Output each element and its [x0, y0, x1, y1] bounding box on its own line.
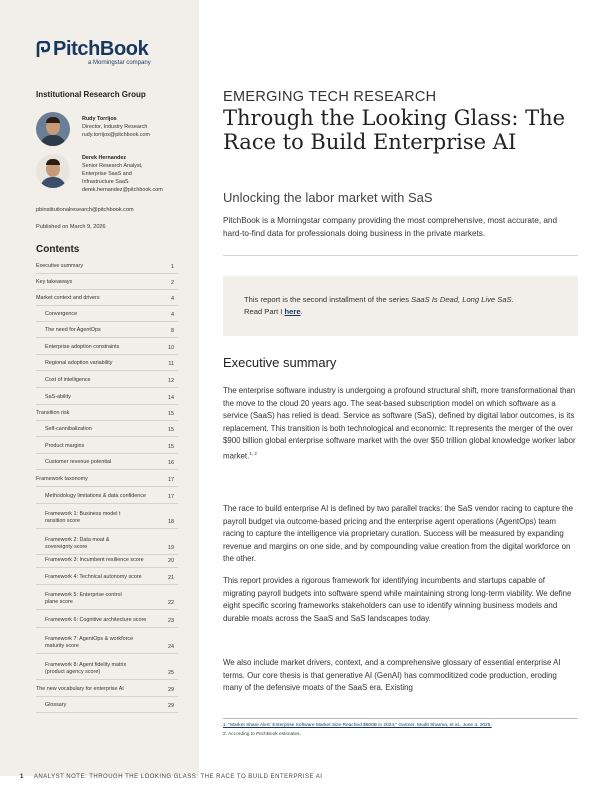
- section-title: Executive summary: [223, 355, 337, 370]
- toc-item-page: 15: [168, 444, 174, 450]
- toc-item-page: 11: [168, 361, 174, 367]
- toc-item-label: Key takeaways: [36, 279, 73, 285]
- paragraph-text: The enterprise software industry is undergoing a profound structural shift, more transformational than the move to the cloud 20 years ago. The seat-based subscription model on which software as a service (SaaS) has relied is dead. Service as software (SaS), defined by digital labor outcomes, is its replacement. This transition is both technological and economic: It represents the merger of the over $900 billion global enterprise software market with the over $50 trillion global knowledge worker labor market.: [223, 386, 576, 461]
- author-name: Rudy Torrijos: [82, 116, 117, 122]
- toc-item-label: The need for AgentOps: [45, 327, 101, 333]
- toc-item[interactable]: [36, 405, 178, 421]
- toc-item-page: 4: [171, 296, 174, 302]
- callout-text: This report is the second installment of the series: [244, 295, 412, 304]
- toc-item-label: Convergence: [45, 311, 78, 317]
- toc-item[interactable]: [36, 681, 178, 697]
- toc-item[interactable]: [36, 629, 178, 654]
- toc-item[interactable]: [36, 290, 178, 306]
- toc-item-label: Framework 1: Business model t ransition score: [45, 511, 121, 524]
- paragraph: [223, 385, 578, 463]
- toc-item-label: Customer revenue potential: [45, 459, 112, 465]
- toc-item-label: Framework taxonomy: [36, 476, 88, 482]
- toc-item[interactable]: [36, 372, 178, 388]
- toc-item-label: Framework 6: Cognitive architecture score: [45, 617, 147, 623]
- toc-item[interactable]: [36, 488, 178, 504]
- footnote-marker[interactable]: 1, 2: [249, 450, 257, 456]
- toc-item[interactable]: [36, 655, 178, 680]
- page-number: 1: [20, 774, 24, 780]
- toc-item-label: Enterprise adoption constraints: [45, 344, 120, 350]
- toc-item-label: Market context and drivers: [36, 295, 100, 301]
- toc-item-label: Cost of intelligence: [45, 377, 91, 383]
- group-email[interactable]: pbinstitutionalresearch@pitchbook.com: [36, 207, 134, 213]
- toc-item-label: Methodology limitations & data confidence: [45, 493, 146, 499]
- toc-item-label: Framework 3: Incumbent resilience score: [45, 557, 144, 563]
- paragraph: This report provides a rigorous framework for identifying incumbents and startups capable of migrating payroll budgets into software spend while maintaining strong long-term viability. We define eight specific scoring frameworks stakeholders can use to identify winning business models and durable moats across the SaaS and SaS landscapes today.: [223, 576, 572, 623]
- contents-title: Contents: [36, 244, 80, 255]
- intro-text: PitchBook is a Morningstar company providing the most comprehensive, most accurate, and hard-to-find data for professionals doing business in the private markets.: [223, 216, 558, 238]
- toc-item-page: 10: [168, 345, 174, 351]
- report-title: Through the Looking Glass: The Race to Build Enterprise AI: [223, 106, 566, 154]
- toc-item[interactable]: [36, 274, 178, 290]
- footnote-divider: [223, 718, 578, 719]
- toc-item-page: 8: [171, 328, 174, 334]
- toc-item-page: 2: [171, 280, 174, 286]
- toc-item[interactable]: [36, 552, 178, 568]
- toc-item-label: SaS-ability: [45, 394, 71, 400]
- toc-item[interactable]: [36, 421, 178, 437]
- toc-item-page: 29: [168, 687, 174, 693]
- toc-item-page: 22: [168, 600, 174, 606]
- toc-item[interactable]: [36, 504, 178, 529]
- author-card: [36, 154, 163, 194]
- callout-text: .: [511, 295, 514, 304]
- footer-text: ANALYST NOTE: THROUGH THE LOOKING GLASS: THE RACE TO BUILD ENTERPRISE AI: [33, 774, 323, 780]
- toc-item-label: Executive summary: [36, 263, 84, 269]
- toc-item-page: 17: [168, 477, 174, 483]
- toc-item[interactable]: [36, 258, 178, 274]
- toc-item-page: 19: [168, 545, 174, 551]
- author-card: [36, 112, 150, 146]
- avatar: [36, 154, 70, 188]
- toc-item[interactable]: [36, 322, 178, 338]
- published-date: Published on March 9, 2026: [36, 224, 106, 230]
- author-title: Infrastructure SaaS: [82, 179, 129, 185]
- toc-item-label: The new vocabulary for enterprise AI: [36, 686, 124, 692]
- toc-item[interactable]: [36, 585, 178, 610]
- author-title: Director, Industry Research: [82, 124, 148, 130]
- footnote: [223, 723, 492, 728]
- group-title: Institutional Research Group: [36, 90, 146, 99]
- toc-item[interactable]: [36, 306, 178, 322]
- author-name: Derek Hernandez: [82, 155, 127, 161]
- toc-item-page: 18: [168, 519, 174, 525]
- toc-item-label: Framework 5: Enterprise control plane score: [45, 592, 122, 605]
- toc-item-page: 16: [168, 460, 174, 466]
- footnote: 2: According to PitchBook estimates.: [223, 732, 301, 737]
- author-title: Senior Research Analyst,: [82, 163, 143, 169]
- toc-item-label: Transition risk: [36, 410, 70, 416]
- sidebar: [0, 0, 199, 776]
- toc-item-page: 25: [168, 670, 174, 676]
- toc-item-page: 24: [168, 644, 174, 650]
- toc-item-page: 29: [168, 703, 174, 709]
- report-kicker: EMERGING TECH RESEARCH: [223, 89, 437, 105]
- toc-item[interactable]: [36, 569, 178, 585]
- toc-item-page: 15: [168, 427, 174, 433]
- toc-item-label: Regional adoption variability: [45, 360, 113, 366]
- toc-item[interactable]: [36, 339, 178, 355]
- report-subtitle: Unlocking the labor market with SaS: [223, 190, 433, 205]
- toc-item[interactable]: [36, 697, 178, 713]
- toc-item-label: Glossary: [45, 702, 67, 708]
- paragraph: We also include market drivers, context, and a comprehensive glossary of essential enterprise AI terms. Our core thesis is that generative AI (GenAI) has commoditized code production, eroding many of the defensive moats of the SaaS era. Existing: [223, 658, 561, 693]
- avatar: [36, 112, 70, 146]
- toc-item[interactable]: [36, 355, 178, 371]
- toc-item-label: Product margins: [45, 443, 85, 449]
- toc-item[interactable]: [36, 454, 178, 470]
- logo-tagline: a Morningstar company: [88, 60, 151, 66]
- paragraph: The race to build enterprise AI is defined by two parallel tracks: the SaS vendor racing to capture the payroll budget via outcome-based pricing and the enterprise agent operations (AgentOps) team racing to capture the intelligence via proprietary curation. Success will be measured by expanding revenue and margins on one side, and by compounding value creation from the digital workforce on the other.: [223, 504, 574, 564]
- logo-wordmark: PitchBook: [53, 38, 149, 60]
- toc-item-page: 4: [171, 312, 174, 318]
- toc-item-page: 14: [168, 395, 174, 401]
- author-title: Enterprise SaaS and: [82, 171, 132, 177]
- toc-item-label: Framework 4: Technical autonomy score: [45, 574, 142, 580]
- author-email[interactable]: rudy.torrijos@pitchbook.com: [82, 132, 150, 138]
- pitchbook-logo-icon: [36, 41, 50, 59]
- toc-item[interactable]: [36, 389, 178, 405]
- toc-item-page: 1: [171, 264, 174, 270]
- toc-item[interactable]: [36, 471, 178, 487]
- toc-item-page: 20: [168, 558, 174, 564]
- toc-item-page: 23: [168, 618, 174, 624]
- page-footer: [20, 774, 322, 780]
- series-callout: [223, 276, 578, 336]
- toc-item[interactable]: [36, 438, 178, 454]
- footnote-link[interactable]: 1: "Market Share Alert: Enterprise Software Market Size Reached $900B in 2024," Gartner, Mudit Sharma, et al., June 4, 2025.: [223, 723, 492, 728]
- toc-item-page: 15: [168, 411, 174, 417]
- divider: [223, 255, 578, 256]
- pitchbook-logo[interactable]: [36, 38, 148, 61]
- callout-text: .: [300, 307, 303, 316]
- toc-item-page: 21: [168, 575, 174, 581]
- toc-item-page: 17: [168, 494, 174, 500]
- toc-item-label: Self-cannibalization: [45, 426, 92, 432]
- toc-item[interactable]: [36, 612, 178, 628]
- callout-text: Read Part I: [244, 307, 285, 316]
- toc-item-label: Framework 8: Agent fidelity matrix (product agency score): [45, 662, 127, 675]
- toc-item-label: Framework 7: AgentOps & workforce maturity score: [45, 636, 134, 649]
- series-name: SaaS Is Dead, Long Live SaS: [411, 295, 512, 304]
- author-email[interactable]: derek.hernandez@pitchbook.com: [82, 187, 163, 193]
- toc-item-label: Framework 2: Data moat & sovereignty score: [45, 537, 110, 550]
- toc-item-page: 12: [168, 378, 174, 384]
- part-one-link[interactable]: here: [284, 307, 301, 316]
